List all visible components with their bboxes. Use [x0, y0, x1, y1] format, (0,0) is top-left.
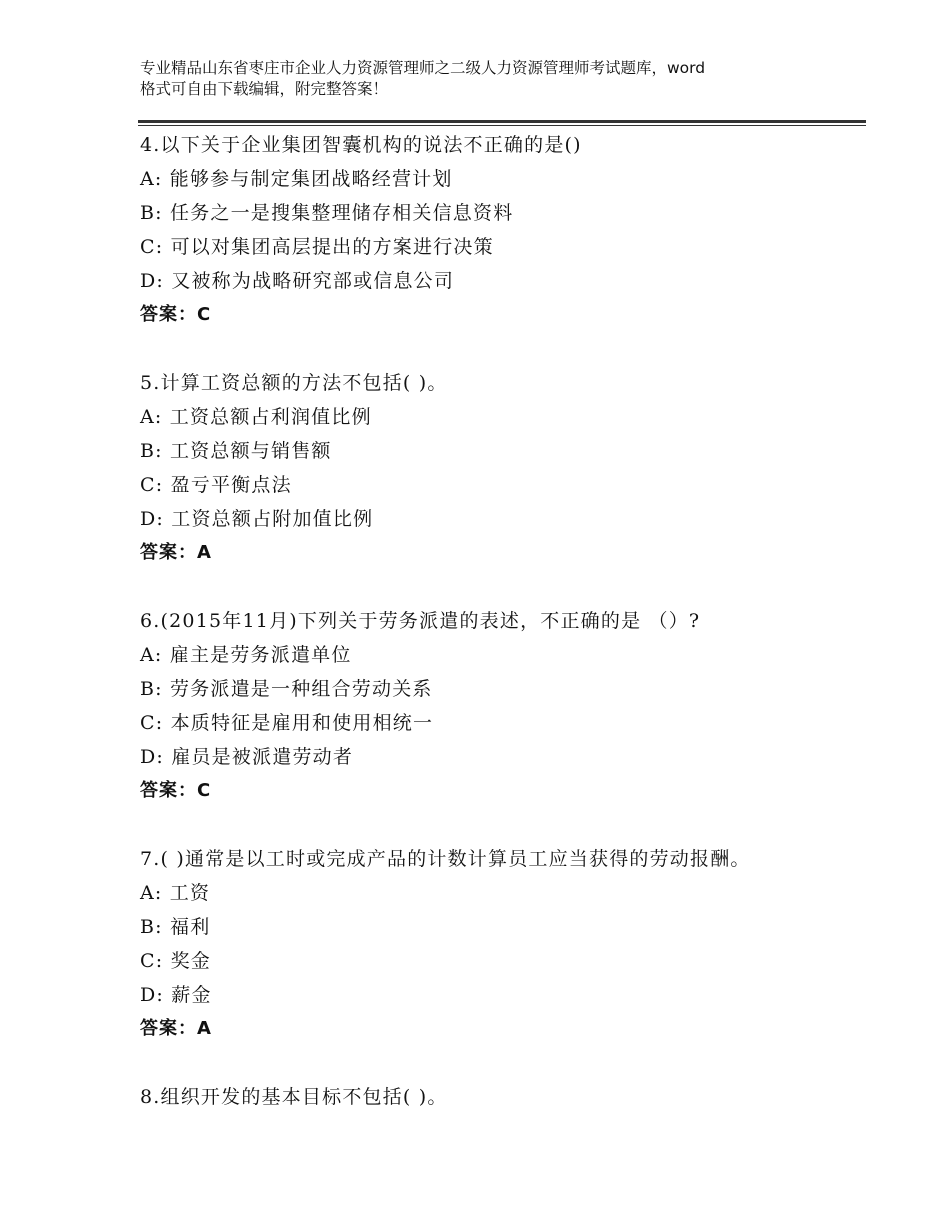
option-a: A: 雇主是劳务派遣单位 [140, 644, 352, 666]
question-stem: 4.以下关于企业集团智囊机构的说法不正确的是() [140, 134, 582, 156]
option-c: C: 奖金 [140, 950, 211, 972]
option-b: B: 劳务派遣是一种组合劳动关系 [140, 678, 433, 700]
question-stem: 7.( )通常是以工时或完成产品的计数计算员工应当获得的劳动报酬。 [140, 848, 751, 870]
header-line-2: 格式可自由下载编辑，附完整答案！ [140, 80, 389, 98]
spacer [140, 808, 860, 842]
header-divider-thin [138, 125, 866, 126]
answer-label: 答案：A [140, 542, 212, 563]
header-line-1: 专业精品山东省枣庄市企业人力资源管理师之二级人力资源管理师考试题库，word [140, 59, 706, 77]
option-c: C: 可以对集团高层提出的方案进行决策 [140, 236, 494, 258]
option-a: A: 工资 [140, 882, 211, 904]
answer-label: 答案：C [140, 304, 212, 325]
question-5 [140, 366, 860, 570]
document-header [140, 58, 840, 100]
option-b: B: 工资总额与销售额 [140, 440, 332, 462]
question-stem: 8.组织开发的基本目标不包括( )。 [140, 1086, 448, 1108]
spacer [140, 570, 860, 604]
answer-label: 答案：C [140, 780, 212, 801]
question-4 [140, 128, 860, 332]
option-a: A: 工资总额占利润值比例 [140, 406, 372, 428]
question-list [140, 128, 860, 1114]
question-8 [140, 1080, 860, 1114]
spacer [140, 1046, 860, 1080]
question-6 [140, 604, 860, 808]
spacer [140, 332, 860, 366]
header-divider-thick [138, 120, 866, 123]
option-c: C: 盈亏平衡点法 [140, 474, 292, 496]
option-b: B: 福利 [140, 916, 211, 938]
answer-label: 答案：A [140, 1018, 212, 1039]
option-d: D: 薪金 [140, 984, 212, 1006]
option-a: A: 能够参与制定集团战略经营计划 [140, 168, 453, 190]
option-d: D: 工资总额占附加值比例 [140, 508, 374, 530]
option-c: C: 本质特征是雇用和使用相统一 [140, 712, 434, 734]
question-7 [140, 842, 860, 1046]
question-stem: 6.(2015年11月)下列关于劳务派遣的表述，不正确的是 （）? [140, 610, 701, 632]
question-stem: 5.计算工资总额的方法不包括( )。 [140, 372, 448, 394]
option-d: D: 雇员是被派遣劳动者 [140, 746, 354, 768]
option-b: B: 任务之一是搜集整理储存相关信息资料 [140, 202, 514, 224]
option-d: D: 又被称为战略研究部或信息公司 [140, 270, 455, 292]
